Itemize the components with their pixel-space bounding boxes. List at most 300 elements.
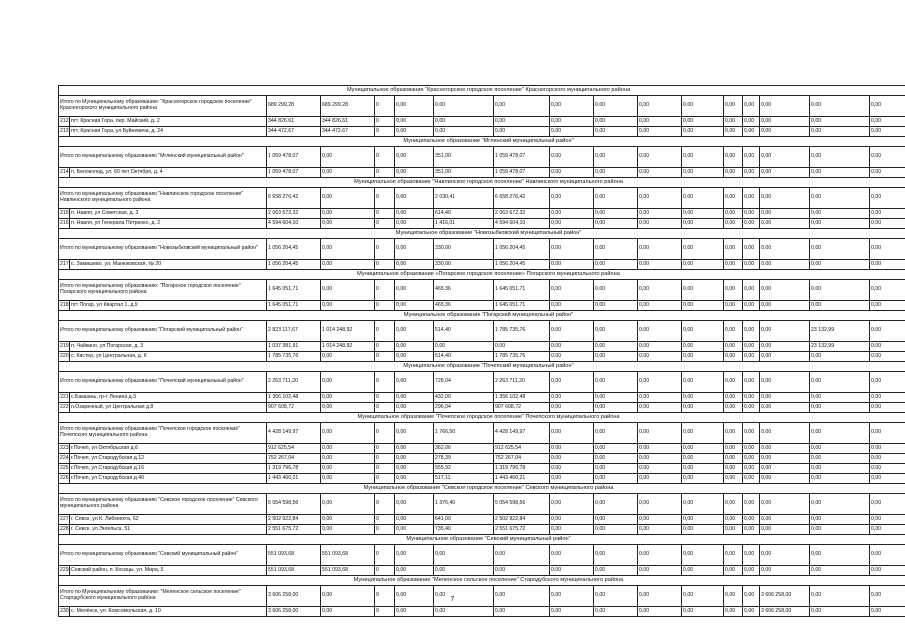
subtotal-label: Итого по муниципальному образованию "Севское городское поселение" Севского муниципального района <box>59 494 267 515</box>
amount-cell: 0,00 <box>494 566 550 576</box>
amount-cell: 0,00 <box>810 188 870 209</box>
amount-cell: 0,00 <box>760 117 810 127</box>
amount-cell: 0 <box>375 545 395 566</box>
amount-cell: 1 056 204,45 <box>494 260 550 270</box>
amount-cell: 728,04 <box>434 372 494 393</box>
amount-cell: 551 093,68 <box>321 566 375 576</box>
amount-cell: 0,00 <box>682 260 724 270</box>
building-address: с. Мелёнск, ул. Комсомольская, д. 10 <box>70 607 267 617</box>
amount-cell: 0,00 <box>638 464 682 474</box>
amount-cell: 0,00 <box>550 464 594 474</box>
amount-cell: 0,00 <box>594 321 638 342</box>
municipality-header: Муниципальное образование "Навлинское городское поселение" Навлинского муниципального района <box>59 178 905 188</box>
amount-cell: 0,00 <box>494 545 550 566</box>
amount-cell: 0,00 <box>870 393 905 403</box>
amount-cell: 0,00 <box>321 209 375 219</box>
building-address: п. Навля, ул Советская, д. 3 <box>70 209 267 219</box>
amount-cell: 0,00 <box>760 393 810 403</box>
building-address: г.Почеп, ул Стародубская д.12 <box>70 454 267 464</box>
amount-cell: 0,00 <box>494 342 550 352</box>
amount-cell: 1 014 248,92 <box>321 342 375 352</box>
amount-cell: 5 054 598,56 <box>494 494 550 515</box>
amount-cell: 0,00 <box>870 260 905 270</box>
amount-cell: 0,00 <box>321 525 375 535</box>
amount-cell: 1 319 796,78 <box>494 464 550 474</box>
amount-cell: 0,00 <box>743 280 760 301</box>
amount-cell: 1 645 051,71 <box>267 301 321 311</box>
amount-cell: 2 502 922,84 <box>494 515 550 525</box>
amount-cell: 0,00 <box>743 96 760 117</box>
amount-cell: 0,00 <box>810 280 870 301</box>
amount-cell: 0,00 <box>638 147 682 168</box>
amount-cell: 0,00 <box>395 280 434 301</box>
amount-cell: 0,00 <box>870 147 905 168</box>
section-header-row <box>59 229 905 239</box>
amount-cell: 0,00 <box>743 464 760 474</box>
table-row <box>59 393 905 403</box>
row-number: 229 <box>59 566 70 576</box>
amount-cell: 0,00 <box>395 301 434 311</box>
row-number: 225 <box>59 464 70 474</box>
amount-cell: 0,00 <box>594 586 638 607</box>
amount-cell: 0,00 <box>550 301 594 311</box>
building-address: п.Озаренный, ул Центральная д.8 <box>70 403 267 413</box>
amount-cell: 0,00 <box>760 494 810 515</box>
amount-cell: 0,00 <box>395 393 434 403</box>
amount-cell: 0,00 <box>395 352 434 362</box>
amount-cell: 0,00 <box>760 372 810 393</box>
amount-cell: 0,00 <box>395 239 434 260</box>
amount-cell: 0,00 <box>395 372 434 393</box>
amount-cell: 0,00 <box>321 372 375 393</box>
amount-cell: 0,00 <box>760 515 810 525</box>
amount-cell: 0,00 <box>550 260 594 270</box>
amount-cell: 0,00 <box>810 454 870 464</box>
amount-cell: 0,00 <box>760 444 810 454</box>
section-header-row <box>59 137 905 147</box>
amount-cell: 0,00 <box>682 515 724 525</box>
amount-cell: 0,00 <box>743 209 760 219</box>
amount-cell: 0,00 <box>760 566 810 576</box>
row-number: 219 <box>59 342 70 352</box>
amount-cell: 0,00 <box>434 586 494 607</box>
amount-cell: 0,00 <box>321 586 375 607</box>
amount-cell: 0,00 <box>395 321 434 342</box>
amount-cell: 4 428 149,97 <box>267 423 321 444</box>
amount-cell: 0 <box>375 127 395 137</box>
section-header-row <box>59 362 905 372</box>
amount-cell: 0,00 <box>760 545 810 566</box>
amount-cell: 6 658 276,42 <box>267 188 321 209</box>
row-number: 228 <box>59 525 70 535</box>
subtotal-label: Итого по муниципальному образованию "Почепское городское поселение" Почепского муниципального района <box>59 423 267 444</box>
subtotal-row <box>59 321 905 342</box>
amount-cell: 0,00 <box>321 494 375 515</box>
amount-cell: 0,00 <box>594 566 638 576</box>
amount-cell: 0,00 <box>638 280 682 301</box>
amount-cell: 0,00 <box>395 127 434 137</box>
amount-cell: 0,00 <box>550 188 594 209</box>
amount-cell: 0,00 <box>594 96 638 117</box>
amount-cell: 0,00 <box>395 586 434 607</box>
amount-cell: 1 443 460,21 <box>494 474 550 484</box>
amount-cell: 0,00 <box>810 444 870 454</box>
amount-cell: 0,00 <box>724 607 743 617</box>
amount-cell: 344 472,67 <box>321 127 375 137</box>
amount-cell: 517,11 <box>434 474 494 484</box>
amount-cell: 0,00 <box>682 188 724 209</box>
amount-cell: 0,00 <box>638 117 682 127</box>
row-number: 224 <box>59 454 70 464</box>
amount-cell: 0,00 <box>870 423 905 444</box>
amount-cell: 0,00 <box>743 494 760 515</box>
amount-cell: 0,00 <box>870 209 905 219</box>
building-address: пгт Погар, ул Квартал 1, д.9 <box>70 301 267 311</box>
amount-cell: 0,00 <box>682 464 724 474</box>
table-row <box>59 219 905 229</box>
amount-cell: 0 <box>375 209 395 219</box>
amount-cell: 0,00 <box>810 209 870 219</box>
amount-cell: 0,00 <box>494 96 550 117</box>
table-row <box>59 525 905 535</box>
amount-cell: 555,92 <box>434 464 494 474</box>
amount-cell: 0,00 <box>724 219 743 229</box>
amount-cell: 0,00 <box>810 586 870 607</box>
table-row <box>59 444 905 454</box>
building-address: с. Замишево, ул. Манюковская, № 20 <box>70 260 267 270</box>
amount-cell: 0,00 <box>395 566 434 576</box>
amount-cell: 23 132,99 <box>810 321 870 342</box>
amount-cell: 0,00 <box>321 147 375 168</box>
amount-cell: 0,00 <box>594 280 638 301</box>
amount-cell: 0,00 <box>760 454 810 464</box>
building-address: г. Севск, ул Энгельса, 51 <box>70 525 267 535</box>
amount-cell: 0,00 <box>594 545 638 566</box>
building-address: п. Навля, ул Генерала Петренко, д. 2 <box>70 219 267 229</box>
amount-cell: 0,00 <box>321 168 375 178</box>
amount-cell: 5 054 598,56 <box>267 494 321 515</box>
amount-cell: 0,00 <box>638 474 682 484</box>
amount-cell: 0,00 <box>724 403 743 413</box>
subtotal-row <box>59 280 905 301</box>
amount-cell: 2 551 675,72 <box>494 525 550 535</box>
amount-cell: 0,00 <box>810 301 870 311</box>
amount-cell: 344 472,67 <box>267 127 321 137</box>
amount-cell: 0,00 <box>638 209 682 219</box>
amount-cell: 1 645 051,71 <box>267 280 321 301</box>
amount-cell: 1 645 051,71 <box>494 301 550 311</box>
amount-cell: 0,00 <box>434 566 494 576</box>
amount-cell: 0,00 <box>550 545 594 566</box>
amount-cell: 0,00 <box>760 219 810 229</box>
amount-cell: 0,00 <box>594 168 638 178</box>
amount-cell: 0,00 <box>870 280 905 301</box>
amount-cell: 0,00 <box>550 209 594 219</box>
table-row <box>59 117 905 127</box>
amount-cell: 0,00 <box>724 168 743 178</box>
amount-cell: 0,00 <box>743 260 760 270</box>
amount-cell: 0,00 <box>870 403 905 413</box>
subtotal-row <box>59 239 905 260</box>
amount-cell: 351,00 <box>434 168 494 178</box>
amount-cell: 0,00 <box>682 117 724 127</box>
amount-cell: 465,36 <box>434 301 494 311</box>
amount-cell: 0,00 <box>724 515 743 525</box>
amount-cell: 0,00 <box>870 127 905 137</box>
row-number: 215 <box>59 209 70 219</box>
subtotal-row <box>59 372 905 393</box>
table-row <box>59 342 905 352</box>
amount-cell: 0 <box>375 515 395 525</box>
amount-cell: 0,00 <box>743 372 760 393</box>
amount-cell: 0,00 <box>870 454 905 464</box>
table-row <box>59 209 905 219</box>
amount-cell: 0,00 <box>682 454 724 464</box>
amount-cell: 1 056 204,45 <box>267 239 321 260</box>
amount-cell: 0,00 <box>321 423 375 444</box>
amount-cell: 0,00 <box>321 444 375 454</box>
amount-cell: 0,00 <box>682 372 724 393</box>
amount-cell: 0,00 <box>682 147 724 168</box>
amount-cell: 0,00 <box>395 342 434 352</box>
table-row <box>59 515 905 525</box>
amount-cell: 0,00 <box>682 239 724 260</box>
amount-cell: 0,00 <box>550 168 594 178</box>
amount-cell: 0 <box>375 525 395 535</box>
table-row <box>59 260 905 270</box>
amount-cell: 0,00 <box>594 464 638 474</box>
amount-cell: 0,00 <box>550 372 594 393</box>
amount-cell: 2 551 675,72 <box>267 525 321 535</box>
amount-cell: 0,00 <box>870 352 905 362</box>
amount-cell: 0,00 <box>638 260 682 270</box>
amount-cell: 0,00 <box>638 321 682 342</box>
amount-cell: 0,00 <box>724 494 743 515</box>
amount-cell: 0,00 <box>760 147 810 168</box>
amount-cell: 0,00 <box>870 444 905 454</box>
row-number: 223 <box>59 444 70 454</box>
amount-cell: 0,00 <box>594 393 638 403</box>
amount-cell: 0,00 <box>638 494 682 515</box>
amount-cell: 0,00 <box>743 566 760 576</box>
row-number: 212 <box>59 117 70 127</box>
amount-cell: 0,00 <box>395 260 434 270</box>
section-header-row <box>59 311 905 321</box>
amount-cell: 0,00 <box>682 352 724 362</box>
amount-cell: 0,00 <box>760 352 810 362</box>
amount-cell: 0 <box>375 494 395 515</box>
amount-cell: 0,00 <box>724 474 743 484</box>
amount-cell: 330,00 <box>434 260 494 270</box>
amount-cell: 0,00 <box>724 352 743 362</box>
amount-cell: 0,00 <box>810 260 870 270</box>
subtotal-label: Итого по муниципальному образованию "Почепский муниципальный район" <box>59 372 267 393</box>
amount-cell: 0 <box>375 117 395 127</box>
amount-cell: 0,00 <box>594 403 638 413</box>
amount-cell: 0,00 <box>760 423 810 444</box>
amount-cell: 0,00 <box>870 464 905 474</box>
section-header-row <box>59 270 905 280</box>
amount-cell: 689 299,28 <box>321 96 375 117</box>
amount-cell: 0,00 <box>743 168 760 178</box>
table-row <box>59 454 905 464</box>
amount-cell: 0,00 <box>395 525 434 535</box>
amount-cell: 0,00 <box>550 494 594 515</box>
amount-cell: 0,00 <box>321 301 375 311</box>
amount-cell: 6 658 276,42 <box>494 188 550 209</box>
amount-cell: 3 606 258,00 <box>267 586 321 607</box>
amount-cell: 0,00 <box>724 393 743 403</box>
amount-cell: 0,00 <box>638 342 682 352</box>
amount-cell: 0,00 <box>870 117 905 127</box>
amount-cell: 0,00 <box>870 301 905 311</box>
amount-cell: 0,00 <box>321 403 375 413</box>
amount-cell: 0,00 <box>321 239 375 260</box>
amount-cell: 0,00 <box>724 372 743 393</box>
amount-cell: 0,00 <box>743 474 760 484</box>
amount-cell: 0,00 <box>638 403 682 413</box>
table-row <box>59 474 905 484</box>
amount-cell: 0,00 <box>743 301 760 311</box>
amount-cell: 0,00 <box>810 117 870 127</box>
amount-cell: 0,00 <box>594 372 638 393</box>
amount-cell: 0,00 <box>434 607 494 617</box>
amount-cell: 0,00 <box>724 321 743 342</box>
amount-cell: 0,00 <box>724 209 743 219</box>
amount-cell: 0,00 <box>550 117 594 127</box>
amount-cell: 0,00 <box>682 96 724 117</box>
amount-cell: 0,00 <box>870 545 905 566</box>
amount-cell: 0,00 <box>321 260 375 270</box>
amount-cell: 0,00 <box>682 566 724 576</box>
amount-cell: 0,00 <box>682 219 724 229</box>
subtotal-label: Итого по муниципальному образованию: "Погарское городское поселение" Погарского муниципального района <box>59 280 267 301</box>
amount-cell: 0,00 <box>395 444 434 454</box>
amount-cell: 0,00 <box>743 444 760 454</box>
amount-cell: 0,00 <box>550 96 594 117</box>
amount-cell: 0,00 <box>594 188 638 209</box>
subtotal-label: Итого по муниципальному образованию "Новозыбковский муниципальный район" <box>59 239 267 260</box>
amount-cell: 0,00 <box>682 301 724 311</box>
amount-cell: 0,00 <box>321 188 375 209</box>
subtotal-label: Итого по муниципальному образованию "Мглинский муниципальный район" <box>59 147 267 168</box>
amount-cell: 0,00 <box>810 352 870 362</box>
amount-cell: 0,00 <box>743 147 760 168</box>
amount-cell: 0,00 <box>724 188 743 209</box>
document-page <box>58 85 882 617</box>
row-number: 226 <box>59 474 70 484</box>
table-row <box>59 403 905 413</box>
amount-cell: 0,00 <box>743 117 760 127</box>
amount-cell: 0 <box>375 260 395 270</box>
amount-cell: 0,00 <box>638 515 682 525</box>
amount-cell: 0 <box>375 168 395 178</box>
amount-cell: 0,00 <box>321 352 375 362</box>
amount-cell: 0,00 <box>321 464 375 474</box>
amount-cell: 0,00 <box>395 209 434 219</box>
row-number: 216 <box>59 219 70 229</box>
table-row <box>59 301 905 311</box>
amount-cell: 1 056 204,45 <box>494 239 550 260</box>
amount-cell: 0,00 <box>810 219 870 229</box>
amount-cell: 0,00 <box>743 393 760 403</box>
amount-cell: 0,00 <box>810 393 870 403</box>
amount-cell: 0,00 <box>743 188 760 209</box>
amount-cell: 0,00 <box>638 566 682 576</box>
municipality-header: Муниципальное образование "Меленское сельское поселение" Стародубского муниципального района <box>59 576 905 586</box>
amount-cell: 0,00 <box>550 127 594 137</box>
amount-cell: 0,00 <box>743 545 760 566</box>
amount-cell: 0,00 <box>810 147 870 168</box>
amount-cell: 0,00 <box>682 444 724 454</box>
amount-cell: 0,00 <box>760 188 810 209</box>
amount-cell: 0,00 <box>870 219 905 229</box>
amount-cell: 0,00 <box>550 280 594 301</box>
amount-cell: 0,00 <box>395 545 434 566</box>
amount-cell: 0,00 <box>550 607 594 617</box>
amount-cell: 0 <box>375 464 395 474</box>
amount-cell: 0 <box>375 301 395 311</box>
row-number: 213 <box>59 127 70 137</box>
amount-cell: 551 093,68 <box>267 545 321 566</box>
amount-cell: 1 319 796,78 <box>267 464 321 474</box>
amount-cell: 0,00 <box>682 168 724 178</box>
subtotal-row <box>59 147 905 168</box>
amount-cell: 0,00 <box>494 127 550 137</box>
amount-cell: 0,00 <box>724 586 743 607</box>
amount-cell: 1 059 478,07 <box>494 168 550 178</box>
building-address: г.Почеп, ул Октябрьская д.6 <box>70 444 267 454</box>
amount-cell: 0,00 <box>760 280 810 301</box>
amount-cell: 0,00 <box>321 393 375 403</box>
amount-cell: 0,00 <box>743 454 760 464</box>
subtotal-row <box>59 423 905 444</box>
amount-cell: 0,00 <box>810 474 870 484</box>
amount-cell: 0,00 <box>550 515 594 525</box>
amount-cell: 907 608,72 <box>267 403 321 413</box>
amount-cell: 0,00 <box>395 96 434 117</box>
amount-cell: 0,00 <box>638 454 682 464</box>
amount-cell: 0,00 <box>810 423 870 444</box>
amount-cell: 0,00 <box>395 474 434 484</box>
amount-cell: 0,00 <box>638 607 682 617</box>
municipality-header: Муниципальное образование "Красногорское городское поселение" Красногорского муниципального района <box>59 86 905 96</box>
amount-cell: 1 059 478,07 <box>267 168 321 178</box>
amount-cell: 0,00 <box>434 96 494 117</box>
amount-cell: 0,00 <box>743 586 760 607</box>
amount-cell: 0,00 <box>395 168 434 178</box>
amount-cell: 0,00 <box>550 321 594 342</box>
section-header-row <box>59 413 905 423</box>
amount-cell: 2 823 117,67 <box>267 321 321 342</box>
amount-cell: 3 606 258,00 <box>760 586 810 607</box>
amount-cell: 752 267,04 <box>494 454 550 464</box>
amount-cell: 0,00 <box>810 515 870 525</box>
amount-cell: 0,00 <box>870 586 905 607</box>
amount-cell: 0 <box>375 96 395 117</box>
amount-cell: 0,00 <box>395 423 434 444</box>
amount-cell: 0,00 <box>682 586 724 607</box>
municipality-header: Муниципальное образование "Мглинский муниципальный район" <box>59 137 905 147</box>
amount-cell: 0,00 <box>434 117 494 127</box>
table-row <box>59 607 905 617</box>
amount-cell: 0,00 <box>594 117 638 127</box>
amount-cell: 0,00 <box>682 321 724 342</box>
amount-cell: 0,00 <box>638 444 682 454</box>
amount-cell: 0,00 <box>594 352 638 362</box>
amount-cell: 0,00 <box>638 545 682 566</box>
amount-cell: 0,00 <box>550 403 594 413</box>
